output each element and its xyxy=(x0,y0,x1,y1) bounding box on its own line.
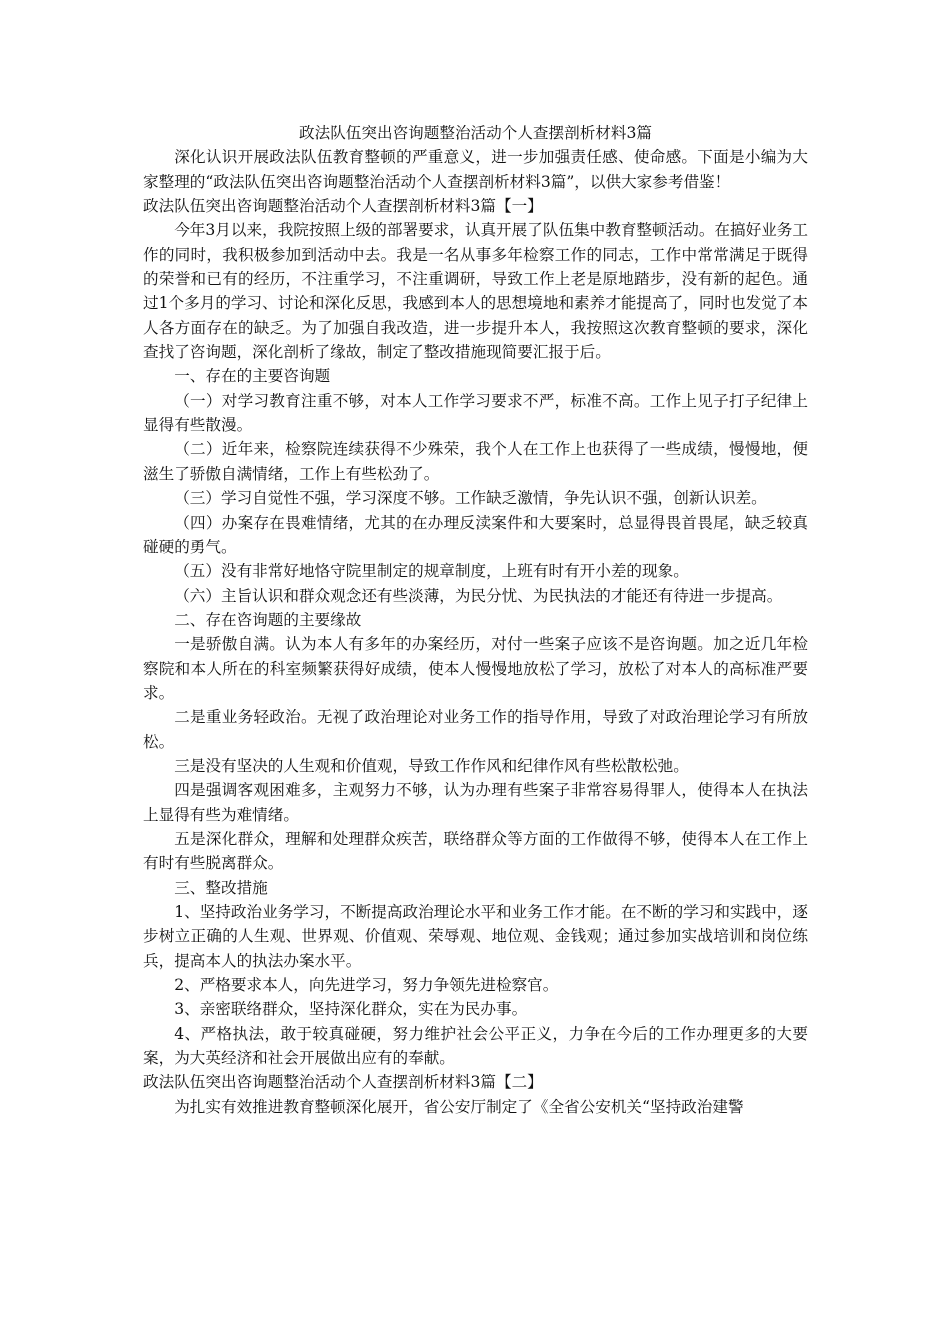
paragraph: 为扎实有效推进教育整顿深化展开，省公安厅制定了《全省公安机关“坚持政治建警 xyxy=(174,1097,744,1116)
paragraph: 今年3月以来，我院按照上级的部署要求，认真开展了队伍集中教育整顿活动。在搞好业务工作的同时，我积极参加到活动中去。我是一名从事多年检察工作的同志，工作中常常满足于既得的荣誉和已有的经历，不注重学习，不注重调研，导致工作上老是原地踏步，没有新的起色。通过1个多月的学习、讨论和深化反思，我感到本人的思想境地和素养才能提高了，同时也发觉了本人各方面存在的缺乏。为了加强自我改造，进一步提升本人，我按照这次教育整顿的要求，深化查找了咨询题，深化剖析了缘故，制定了整改措施现简要汇报于后。 xyxy=(143,221,808,362)
paragraph: 4、严格执法，敢于较真碰硬，努力维护社会公平正义，力争在今后的工作办理更多的大要案，为大英经济和社会开展做出应有的奉献。 xyxy=(143,1024,808,1068)
paragraph: （五）没有非常好地恪守院里制定的规章制度，上班有时有开小差的现象。 xyxy=(174,562,689,581)
paragraph: 三是没有坚决的人生观和价值观，导致工作作风和纪律作风有些松散松弛。 xyxy=(174,756,689,775)
paragraph: 二是重业务轻政治。无视了政治理论对业务工作的指导作用，导致了对政治理论学习有所放松。 xyxy=(143,708,808,751)
paragraph: 三、整改措施 xyxy=(174,878,268,897)
paragraph: （六）主旨认识和群众观念还有些淡薄，为民分忧、为民执法的才能还有待进一步提高。 xyxy=(174,586,783,605)
paragraph: 1、坚持政治业务学习，不断提高政治理论水平和业务工作才能。在不断的学习和实践中，逐步树立正确的人生观、世界观、价值观、荣辱观、地位观、金钱观；通过参加实战培训和岗位练兵，提高本人的执法办案水平。 xyxy=(143,903,808,970)
document-title: 政法队伍突出咨询题整治活动个人查摆剖析材料3篇 xyxy=(299,124,652,142)
paragraph: 3、亲密联络群众，坚持深化群众，实在为民办事。 xyxy=(174,1000,528,1019)
paragraph: （四）办案存在畏难情绪，尤其的在办理反渎案件和大要案时，总显得畏首畏尾，缺乏较真碰硬的勇气。 xyxy=(143,513,808,556)
paragraph: 一、存在的主要咨询题 xyxy=(174,367,331,386)
paragraph: 一是骄傲自满。认为本人有多年的办案经历，对付一些案子应该不是咨询题。加之近几年检察院和本人所在的科室频繁获得好成绩，使本人慢慢地放松了学习，放松了对本人的高标准严要求。 xyxy=(143,635,808,702)
paragraph-list xyxy=(143,145,808,1119)
paragraph: （二）近年来，检察院连续获得不少殊荣，我个人在工作上也获得了一些成绩，慢慢地，便滋生了骄傲自满情绪，工作上有些松劲了。 xyxy=(143,440,808,483)
paragraph: 四是强调客观困难多，主观努力不够，认为办理有些案子非常容易得罪人，使得本人在执法上显得有些为难情绪。 xyxy=(143,781,808,824)
document-body xyxy=(143,121,808,1119)
section-heading: 政法队伍突出咨询题整治活动个人查摆剖析材料3篇【一】 xyxy=(143,197,543,216)
paragraph: 五是深化群众，理解和处理群众疾苦，联络群众等方面的工作做得不够，使得本人在工作上有时有些脱离群众。 xyxy=(143,829,808,873)
paragraph: 深化认识开展政法队伍教育整顿的严重意义，进一步加强责任感、使命感。下面是小编为大家整理的“政法队伍突出咨询题整治活动个人查摆剖析材料3篇”，以供大家参考借鉴！ xyxy=(143,148,808,191)
paragraph: 2、严格要求本人，向先进学习，努力争领先进检察官。 xyxy=(174,976,559,995)
section-heading: 政法队伍突出咨询题整治活动个人查摆剖析材料3篇【二】 xyxy=(143,1073,543,1092)
paragraph: （一）对学习教育注重不够，对本人工作学习要求不严，标准不高。工作上见子打子纪律上显得有些散漫。 xyxy=(143,391,808,435)
paragraph: （三）学习自觉性不强，学习深度不够。工作缺乏激情，争先认识不强，创新认识差。 xyxy=(174,489,767,508)
paragraph: 二、存在咨询题的主要缘故 xyxy=(174,610,362,629)
